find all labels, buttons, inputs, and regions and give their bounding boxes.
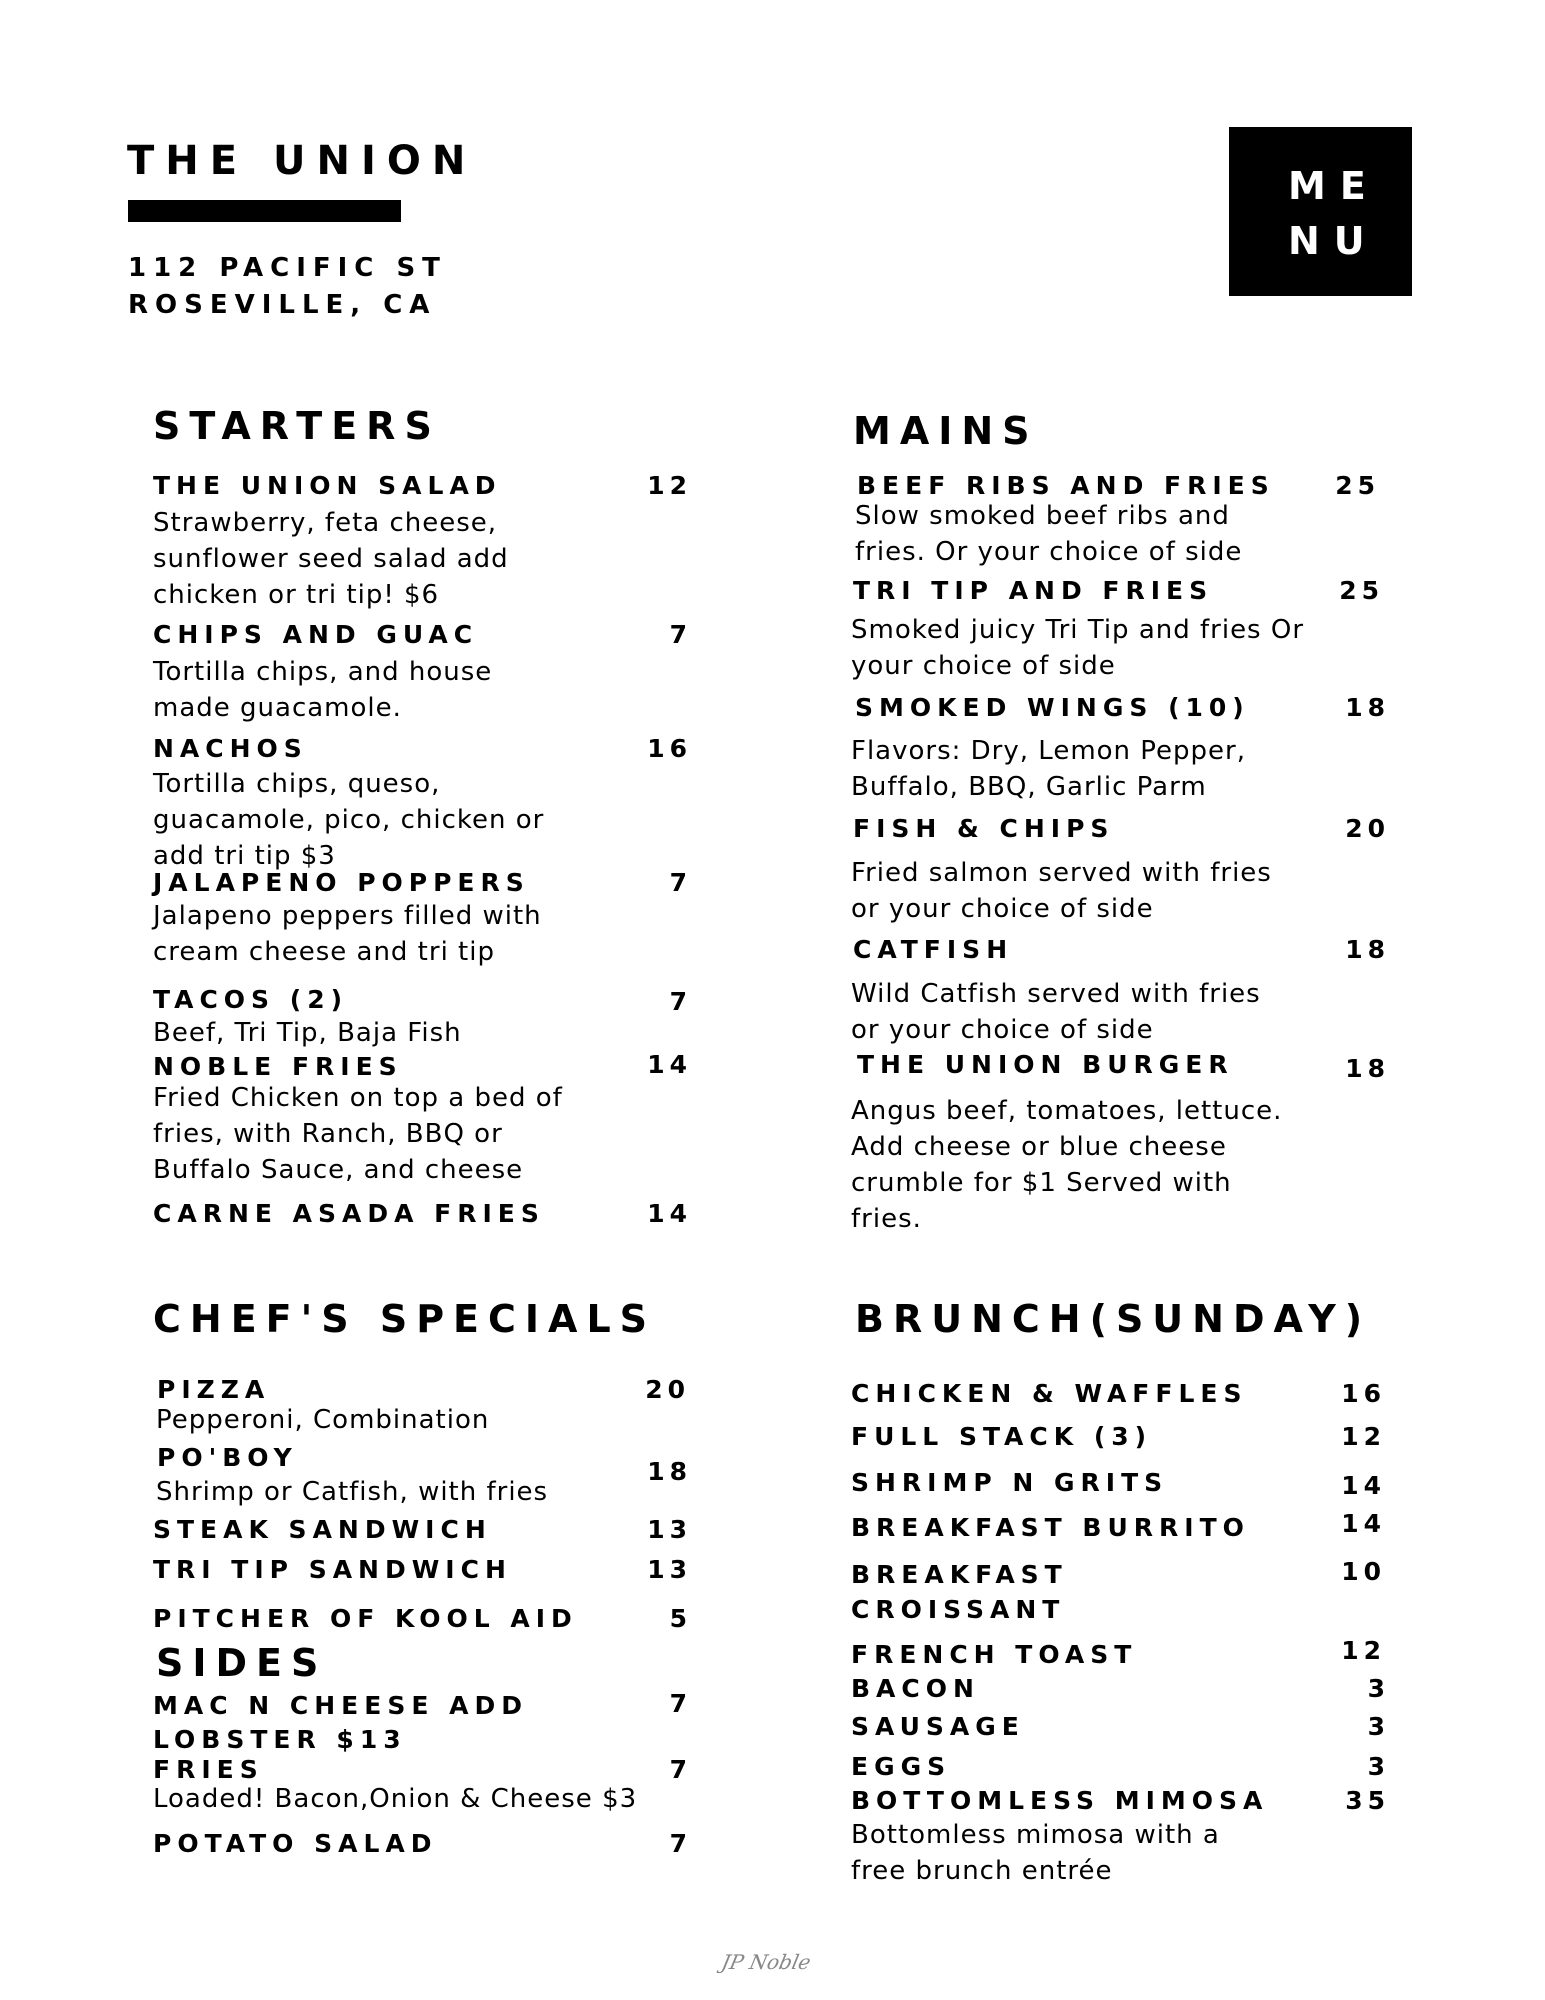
item-price: 25	[1339, 576, 1384, 605]
item-name: SHRIMP N GRITS	[851, 1468, 1169, 1497]
item-price: 13	[647, 1555, 692, 1584]
item-price: 3	[1367, 1752, 1390, 1781]
item-description: Wild Catfish served with fries or your choice of side	[851, 979, 1261, 1045]
item-name: PITCHER OF KOOL AID	[153, 1604, 578, 1633]
item-price: 14	[647, 1050, 692, 1079]
item-price: 12	[1341, 1636, 1386, 1665]
menu-badge	[1229, 127, 1412, 296]
item-name: PIZZA	[157, 1375, 271, 1404]
item-price: 3	[1367, 1674, 1390, 1703]
item-price: 12	[647, 471, 692, 500]
item-name: TRI TIP AND FRIES	[853, 576, 1214, 605]
item-name: JALAPENO POPPERS	[153, 868, 530, 897]
item-name: FISH & CHIPS	[853, 814, 1115, 843]
item-price: 7	[669, 1689, 692, 1718]
item-description: Tortilla chips, queso, guacamole, pico, chicken or add tri tip $3	[153, 769, 545, 871]
section-title-chefs-specials: CHEF'S SPECIALS	[153, 1297, 657, 1341]
item-name: NOBLE FRIES	[153, 1052, 403, 1081]
item-description: Pepperoni, Combination	[156, 1405, 490, 1435]
item-name: EGGS	[851, 1752, 952, 1781]
item-description: Loaded! Bacon,Onion & Cheese $3	[153, 1784, 638, 1814]
item-name: BOTTOMLESS MIMOSA	[851, 1786, 1269, 1815]
item-price: 7	[669, 1829, 692, 1858]
item-name: THE UNION BURGER	[857, 1050, 1234, 1079]
address-street: 112 PACIFIC ST	[128, 253, 447, 283]
item-price: 35	[1345, 1786, 1390, 1815]
item-price: 14	[1341, 1509, 1386, 1538]
designer-signature: JP Noble	[719, 1950, 813, 1974]
item-price: 7	[669, 620, 692, 649]
item-price: 16	[1341, 1379, 1386, 1408]
section-title-mains: MAINS	[853, 409, 1039, 453]
item-price: 18	[1345, 1054, 1390, 1083]
item-name: FULL STACK (3)	[851, 1422, 1153, 1451]
address-city: ROSEVILLE, CA	[128, 290, 437, 320]
item-name: SMOKED WINGS (10)	[855, 693, 1250, 722]
item-description: Fried Chicken on top a bed of fries, with Ranch, BBQ or Buffalo Sauce, and cheese	[153, 1083, 563, 1185]
item-name: POTATO SALAD	[153, 1829, 438, 1858]
item-price: 14	[647, 1199, 692, 1228]
item-name: SAUSAGE	[851, 1712, 1025, 1741]
item-price: 18	[1345, 935, 1390, 964]
item-price: 16	[647, 734, 692, 763]
item-price: 18	[1345, 693, 1390, 722]
item-name: PO'BOY	[157, 1443, 298, 1472]
item-description: Strawberry, feta cheese, sunflower seed salad add chicken or tri tip! $6	[153, 508, 509, 610]
item-price: 7	[669, 1755, 692, 1784]
item-description: Jalapeno peppers filled with cream cheese and tri tip	[153, 901, 542, 967]
item-description: Tortilla chips, and house made guacamole.	[153, 657, 493, 723]
item-name: CARNE ASADA FRIES	[153, 1199, 545, 1228]
item-name: BREAKFAST CROISSANT	[851, 1560, 1068, 1624]
item-price: 20	[1345, 814, 1390, 843]
item-price: 18	[647, 1457, 692, 1486]
item-price: 7	[669, 868, 692, 897]
item-price: 14	[1341, 1471, 1386, 1500]
item-price: 25	[1335, 471, 1380, 500]
item-name: THE UNION SALAD	[153, 471, 502, 500]
item-name: TRI TIP SANDWICH	[153, 1555, 512, 1584]
item-name: BEEF RIBS AND FRIES	[857, 471, 1275, 500]
address	[128, 250, 447, 324]
item-price: 5	[669, 1604, 692, 1633]
item-description: Angus beef, tomatoes, lettuce. Add cheese or blue cheese crumble for $1 Served with fries.	[851, 1096, 1283, 1234]
item-price: 10	[1341, 1557, 1386, 1586]
section-title-brunch: BRUNCH(SUNDAY)	[855, 1297, 1372, 1341]
item-name: CHICKEN & WAFFLES	[851, 1379, 1248, 1408]
item-description: Smoked juicy Tri Tip and fries Or your choice of side	[851, 615, 1305, 681]
item-description: Slow smoked beef ribs and fries. Or your choice of side	[855, 501, 1243, 567]
item-name: CATFISH	[853, 935, 1014, 964]
item-description: Fried salmon served with fries or your choice of side	[851, 858, 1272, 924]
item-name: STEAK SANDWICH	[153, 1515, 492, 1544]
item-price: 3	[1367, 1712, 1390, 1741]
title-underline-bar	[128, 200, 401, 222]
item-price: 13	[647, 1515, 692, 1544]
item-description: Shrimp or Catfish, with fries	[156, 1477, 549, 1507]
item-name: CHIPS AND GUAC	[153, 620, 479, 649]
item-name: FRENCH TOAST	[851, 1640, 1138, 1669]
menu-badge-line1: ME	[1288, 164, 1380, 208]
item-name: NACHOS	[153, 734, 308, 763]
item-name: BREAKFAST BURRITO	[851, 1513, 1250, 1542]
item-name: MAC N CHEESE ADD LOBSTER $13	[153, 1691, 528, 1754]
item-description: Bottomless mimosa with a free brunch entrée	[851, 1820, 1220, 1886]
item-name: FRIES	[153, 1755, 264, 1784]
item-price: 7	[669, 987, 692, 1016]
item-description: Beef, Tri Tip, Baja Fish	[153, 1018, 462, 1048]
item-name: TACOS (2)	[153, 985, 349, 1014]
section-title-sides: SIDES	[156, 1641, 328, 1685]
item-price: 20	[645, 1375, 690, 1404]
restaurant-name: THE UNION	[127, 138, 477, 184]
section-title-starters: STARTERS	[153, 404, 441, 448]
item-name: BACON	[851, 1674, 980, 1703]
item-price: 12	[1341, 1422, 1386, 1451]
item-description: Flavors: Dry, Lemon Pepper, Buffalo, BBQ, Garlic Parm	[851, 736, 1246, 802]
menu-badge-line2: NU	[1288, 219, 1379, 263]
